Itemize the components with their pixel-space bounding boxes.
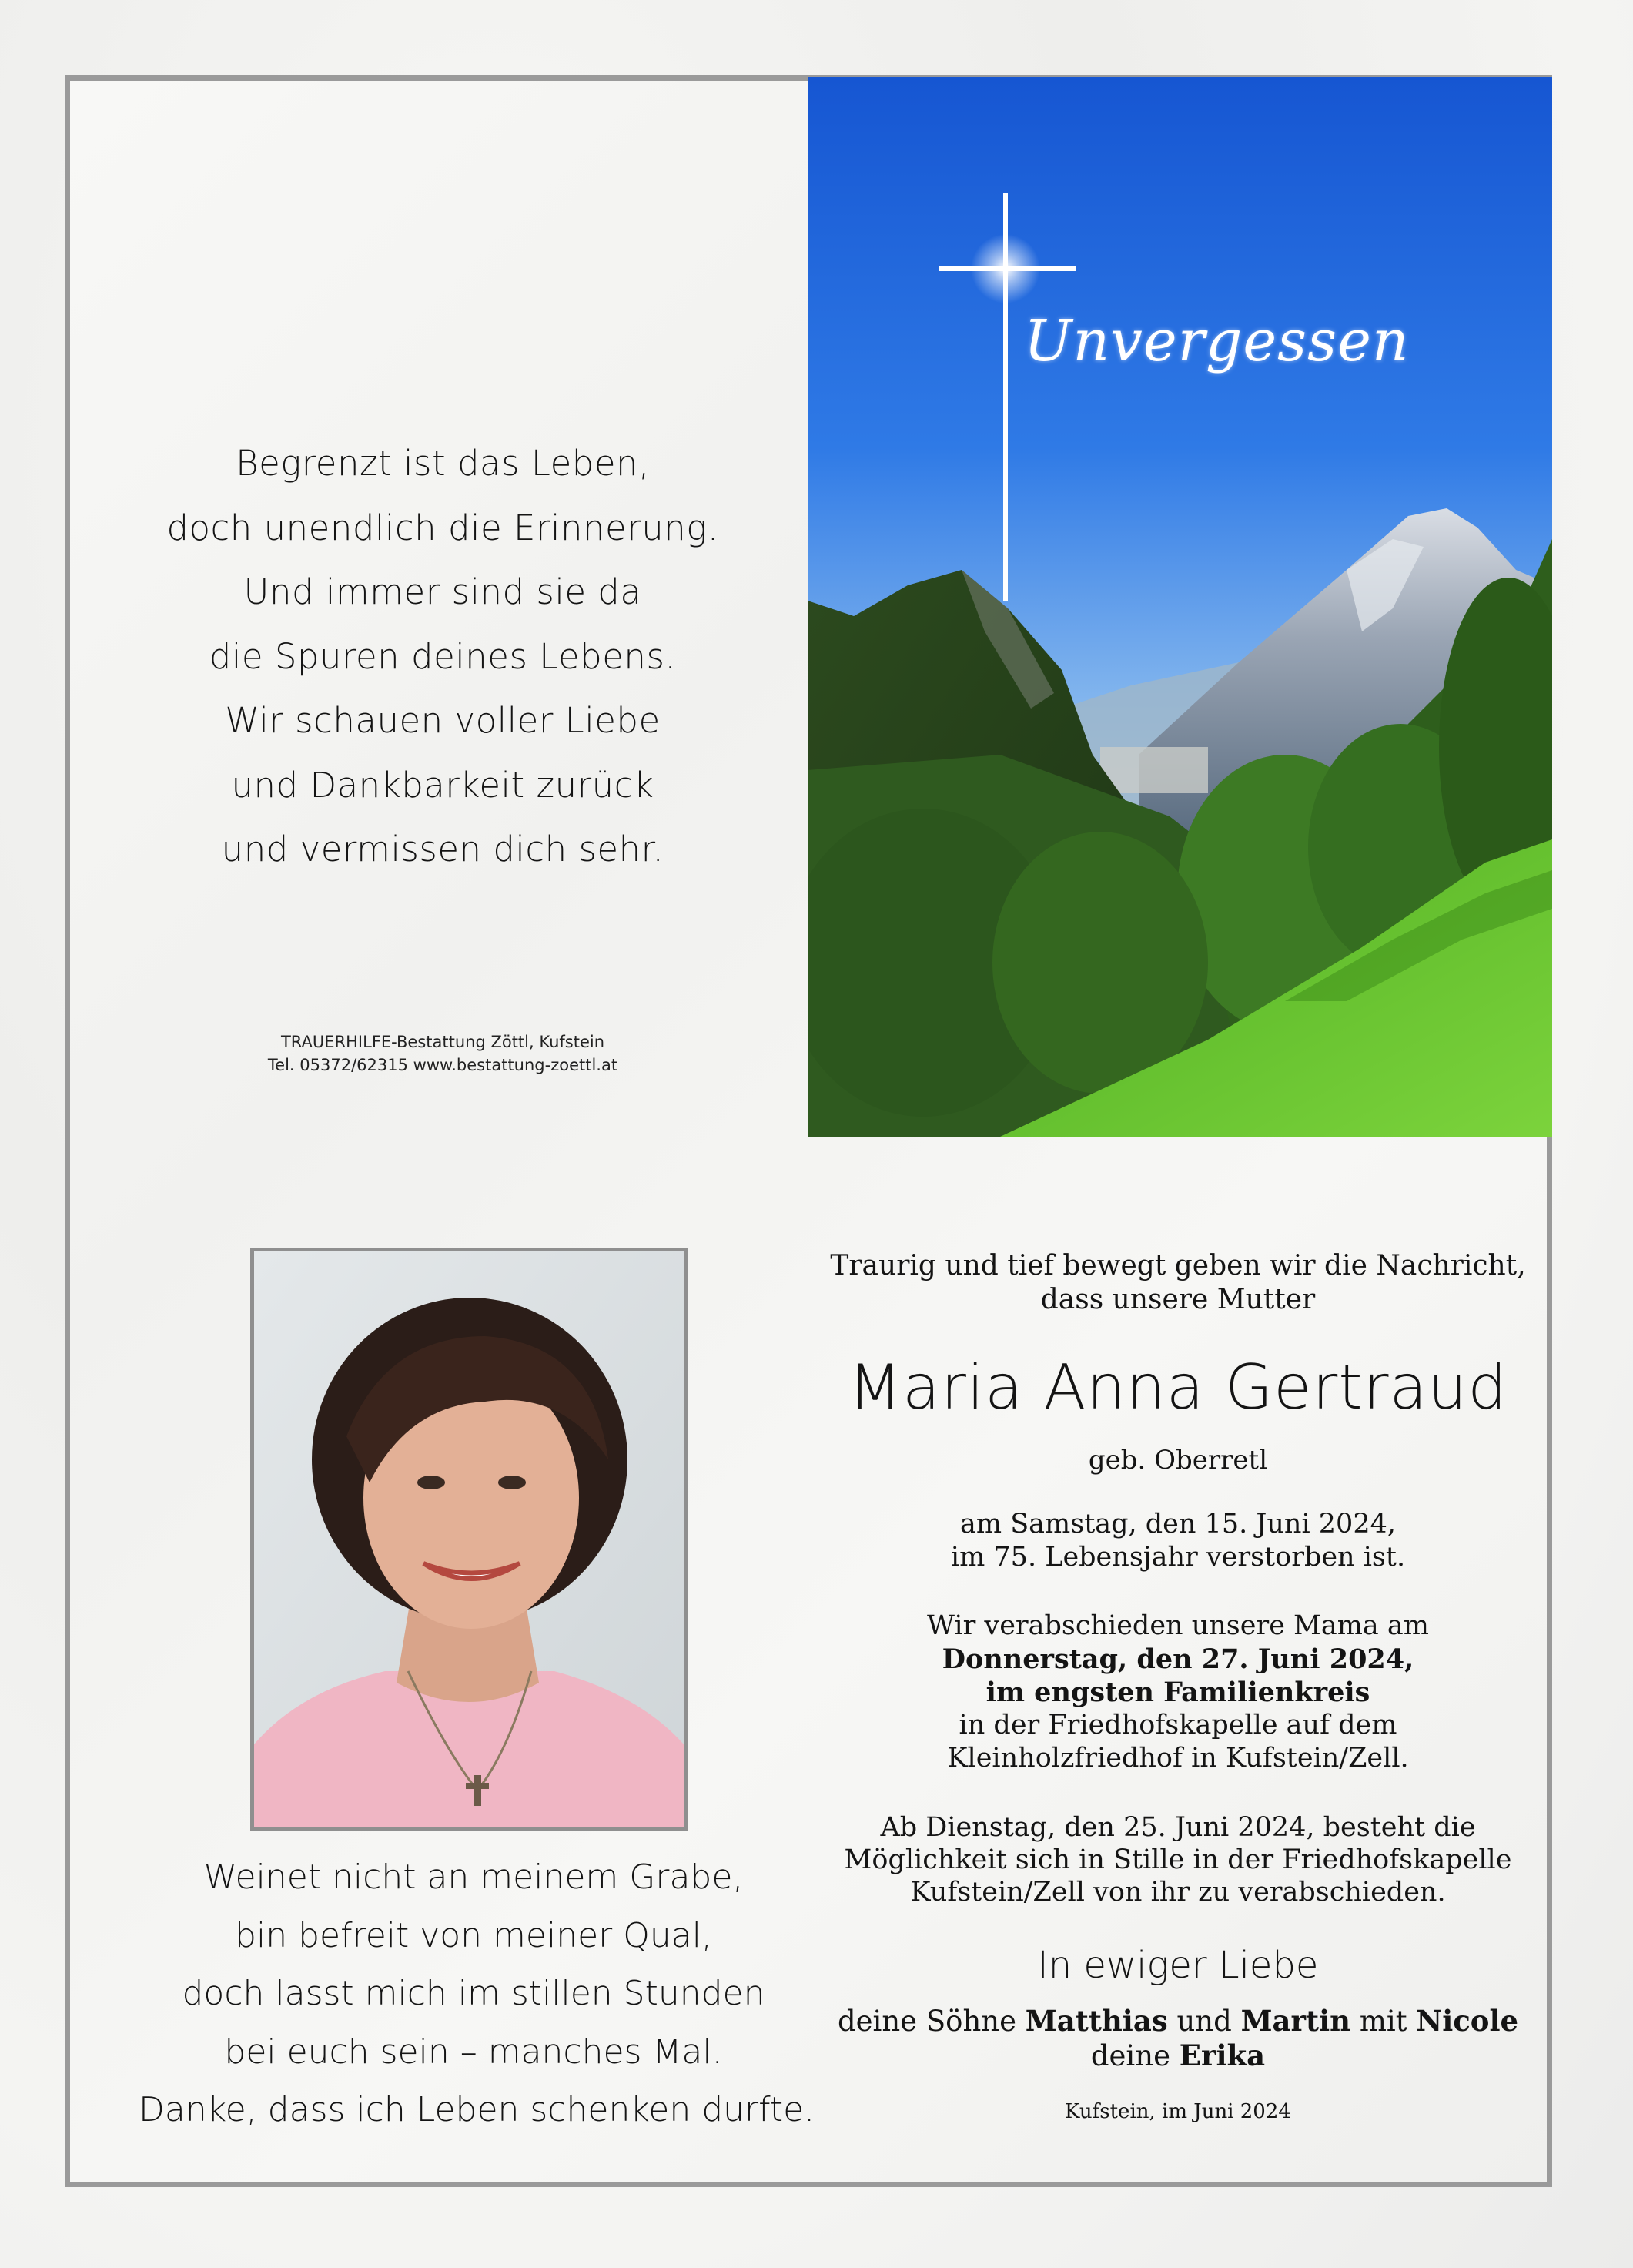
intro-line: dass unsere Mutter (1040, 1284, 1316, 1315)
poem-top-line: doch unendlich die Erinnerung. (166, 507, 719, 548)
visitation-info (824, 1811, 1532, 1908)
poem-top-line: Und immer sind sie da (243, 571, 642, 612)
poem-bottom-line: Weinet nicht an meinem Grabe, (203, 1858, 744, 1897)
service-date: Donnerstag, den 27. Juni 2024, (942, 1643, 1414, 1675)
death-age: im 75. Lebensjahr verstorben ist. (950, 1542, 1406, 1573)
place-date: Kufstein, im Juni 2024 (1065, 2100, 1291, 2123)
undertaker-contact: Tel. 05372/62315 www.bestattung-zoettl.at (267, 1056, 618, 1074)
poem-bottom-line: doch lasst mich im stillen Stunden (182, 1974, 765, 2013)
family-line-1 (824, 2004, 1532, 2039)
visit-line: Möglichkeit sich in Stille in der Friedhofskapelle (844, 1844, 1512, 1875)
son-name: Matthias (1025, 2004, 1168, 2038)
death-date: am Samstag, den 15. Juni 2024, (960, 1509, 1396, 1539)
love-heading: In ewiger Liebe (1037, 1944, 1319, 1987)
birth-name: geb. Oberretl (1088, 1445, 1268, 1476)
family-line-2 (824, 2039, 1532, 2073)
poem-bottom-line: Danke, dass ich Leben schenken durfte. (139, 2090, 815, 2129)
visit-line: Kufstein/Zell von ihr zu verabschieden. (910, 1877, 1446, 1908)
undertaker-info (216, 1030, 670, 1077)
poem-top-line: Wir schauen voller Liebe (225, 700, 661, 741)
poem-bottom (139, 1848, 815, 2139)
portrait-illustration (254, 1251, 684, 1827)
portrait-photo (250, 1248, 688, 1831)
poem-bottom-line: bei euch sein – manches Mal. (224, 2032, 723, 2072)
death-info (824, 1508, 1532, 1574)
poem-top-line: Begrenzt ist das Leben, (236, 443, 650, 484)
poem-top-line: und vermissen dich sehr. (221, 829, 664, 869)
family-conjunction: mit (1359, 2005, 1407, 2038)
poem-top-line: die Spuren deines Lebens. (209, 635, 677, 677)
landscape-image (808, 77, 1552, 1137)
service-circle: im engsten Familienkreis (985, 1677, 1370, 1708)
service-line: in der Friedhofskapelle auf dem (959, 1710, 1397, 1740)
partner-name: Erika (1179, 2039, 1266, 2072)
notice-intro (824, 1249, 1532, 1317)
service-line: Wir verabschieden unsere Mama am (927, 1610, 1429, 1641)
unvergessen-title: Unvergessen (1024, 308, 1410, 374)
deceased-name: Maria Anna Gertraud (848, 1352, 1508, 1423)
mountain-landscape-illustration (808, 77, 1552, 1137)
poem-bottom-line: bin befreit von meiner Qual, (235, 1915, 712, 1955)
partner-name: Nicole (1416, 2004, 1519, 2038)
son-name: Martin (1240, 2004, 1351, 2038)
family-conjunction: und (1176, 2005, 1232, 2038)
service-location: Kleinholzfriedhof in Kufstein/Zell. (947, 1743, 1409, 1774)
visit-line: Ab Dienstag, den 25. Juni 2024, besteht die (880, 1812, 1476, 1843)
family-signature (824, 2004, 1532, 2073)
family-prefix: deine Söhne (837, 2005, 1017, 2038)
family-prefix: deine (1090, 2039, 1170, 2072)
poem-top (139, 431, 747, 882)
service-info (824, 1610, 1532, 1775)
poem-top-line: und Dankbarkeit zurück (231, 764, 654, 806)
undertaker-name: TRAUERHILFE-Bestattung Zöttl, Kufstein (280, 1033, 605, 1051)
intro-line: Traurig und tief bewegt geben wir die Nachricht, (830, 1250, 1526, 1281)
